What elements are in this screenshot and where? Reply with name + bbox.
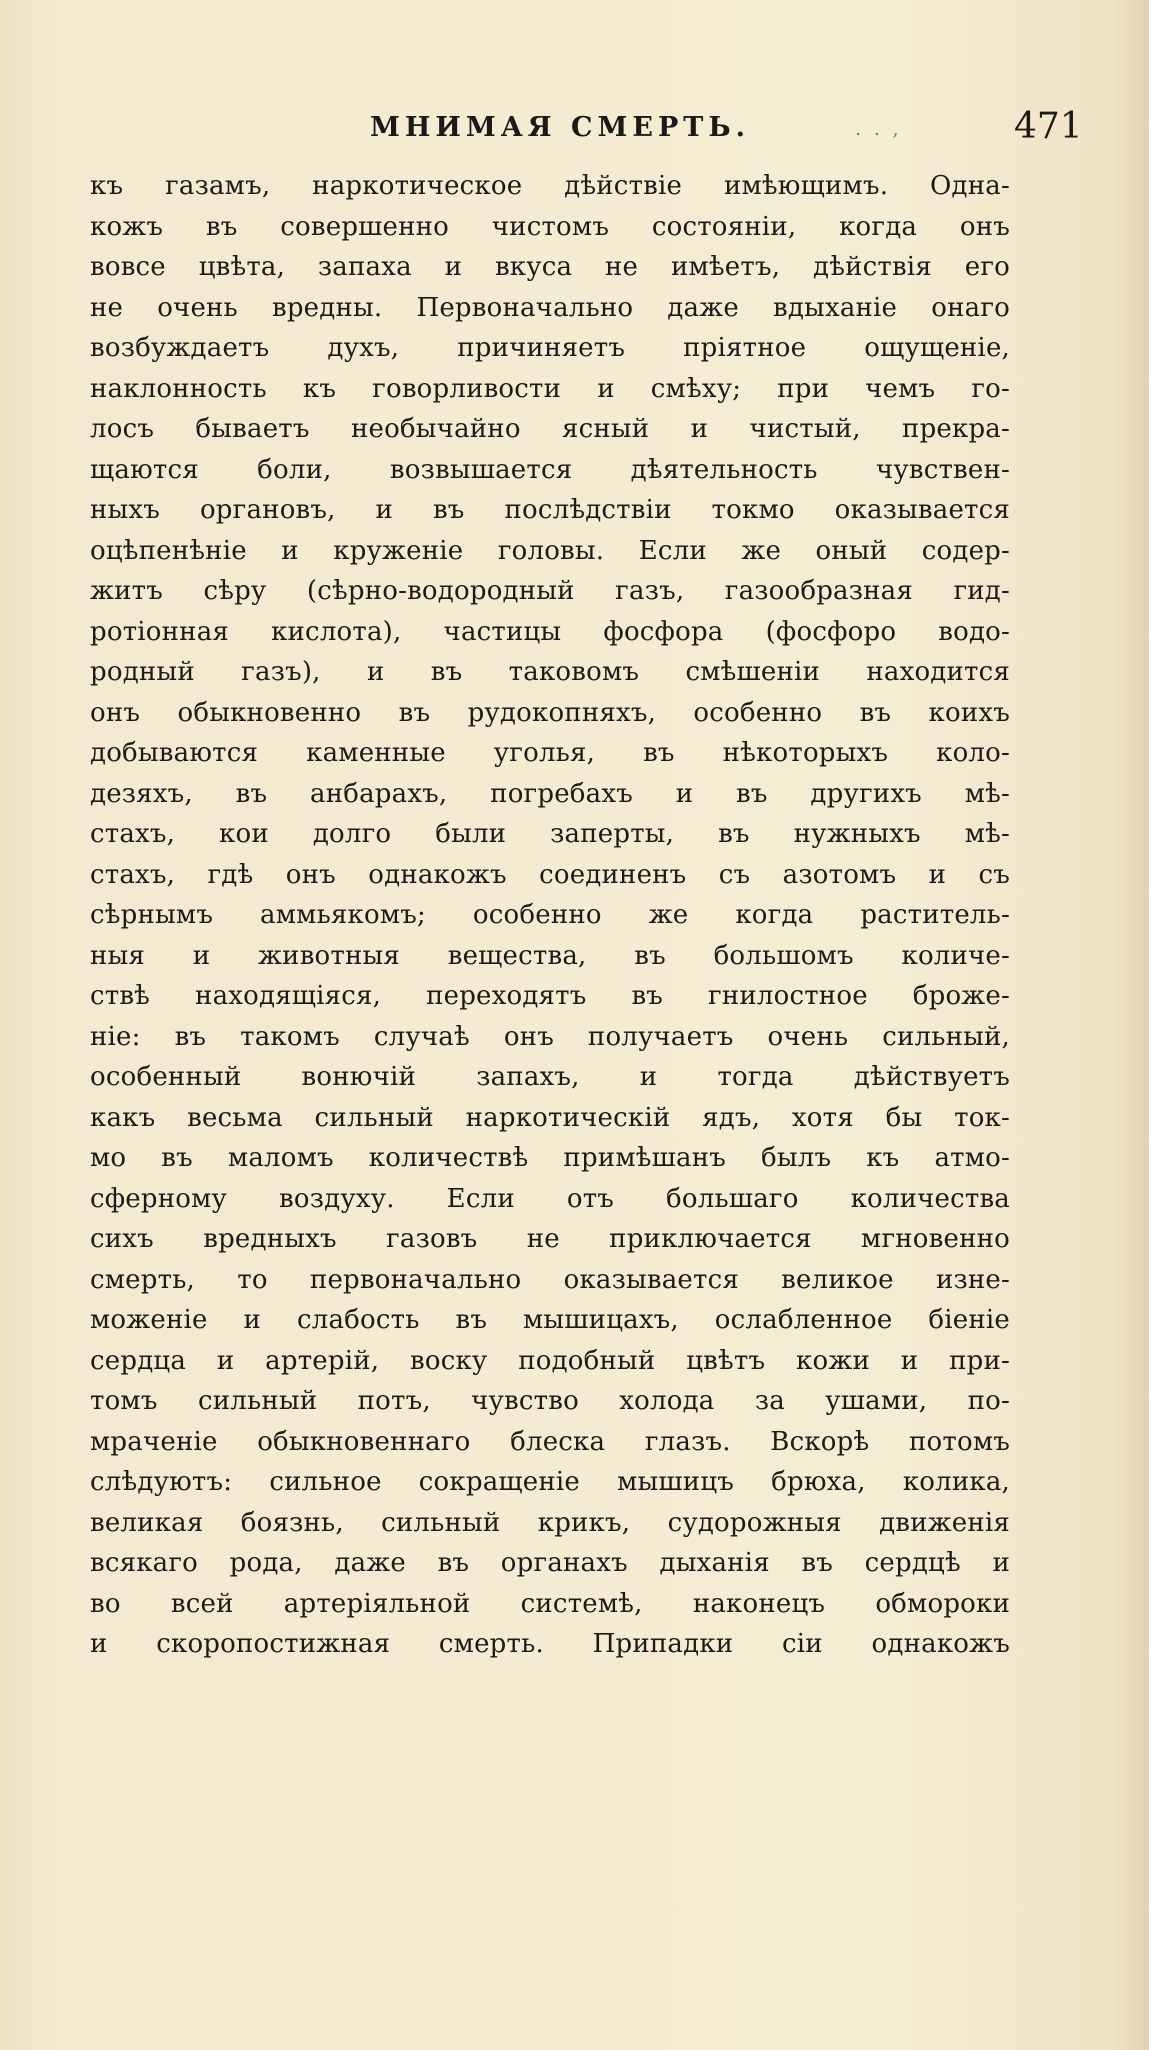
text-line: онъ обыкновенно въ рудокопняхъ, особенно въ коихъ	[90, 697, 1010, 728]
text-line: сферному воздуху. Если отъ большаго количества	[90, 1183, 1010, 1214]
text-line: и скоропостижная смерть. Припадки сіи однакожъ	[90, 1629, 1010, 1659]
text-line: ныя и животныя вещества, въ большомъ количе-	[90, 940, 1010, 971]
running-head	[80, 106, 1083, 152]
text-line: родный газъ), и въ таковомъ смѣшеніи находится	[90, 657, 1010, 687]
text-line: моженіе и слабость въ мышицахъ, ослабленное біеніе	[90, 1305, 1010, 1335]
text-line: не очень вредны. Первоначально даже вдыханіе онаго	[90, 292, 1010, 323]
text-line: какъ весьма сильный наркотическій ядъ, хотя бы ток-	[90, 1102, 1010, 1133]
text-line: сердца и артерій, воску подобный цвѣтъ кожи и при-	[90, 1345, 1010, 1376]
text-line: кожъ въ совершенно чистомъ состояніи, когда онъ	[90, 211, 1010, 242]
text-line: житъ сѣру (сѣрно-водородный газъ, газообразная гид-	[90, 576, 1010, 606]
text-line: добываются каменные уголья, въ нѣкоторыхъ коло-	[90, 738, 1010, 768]
text-line: ротіонная кислота), частицы фосфора (фосфоро водо-	[90, 616, 1010, 647]
page-number: 471	[1014, 106, 1083, 147]
text-line: всякаго рода, даже въ органахъ дыханія въ сердцѣ и	[90, 1548, 1010, 1578]
text-line: ніе: въ такомъ случаѣ онъ получаетъ очень сильный,	[90, 1021, 1010, 1052]
running-title-dots: . . ,	[855, 116, 902, 140]
text-line: щаются боли, возвышается дѣятельность чувствен-	[90, 454, 1010, 485]
text-line: оцѣпенѣніе и круженіе головы. Если же оный содер-	[90, 535, 1010, 566]
text-line: особенный вонючій запахъ, и тогда дѣйствуетъ	[90, 1062, 1010, 1092]
text-line: наклонность къ говорливости и смѣху; при чемъ го-	[90, 373, 1010, 404]
running-title: МНИМАЯ СМЕРТЬ.	[370, 112, 751, 143]
text-line: стахъ, гдѣ онъ однакожъ соединенъ съ азотомъ и съ	[90, 859, 1010, 890]
text-line: къ газамъ, наркотическое дѣйствіе имѣющимъ. Одна-	[90, 171, 1010, 201]
text-line: лосъ бываетъ необычайно ясный и чистый, прекра-	[90, 414, 1010, 444]
page-edge-shadow	[1109, 0, 1149, 2050]
text-line: ствѣ находящіяся, переходятъ въ гнилостное броже-	[90, 981, 1010, 1011]
text-line: мо въ маломъ количествѣ примѣшанъ былъ къ атмо-	[90, 1143, 1010, 1173]
text-line: великая боязнь, сильный крикъ, судорожныя движенія	[90, 1507, 1010, 1538]
body-text	[90, 166, 1010, 1665]
text-line: смерть, то первоначально оказывается великое изне-	[90, 1264, 1010, 1295]
text-line: ныхъ органовъ, и въ послѣдствіи токмо оказывается	[90, 495, 1010, 525]
text-line: мраченіе обыкновеннаго блеска глазъ. Вскорѣ потомъ	[90, 1426, 1010, 1457]
text-line: возбуждаетъ духъ, причиняетъ пріятное ощущеніе,	[90, 333, 1010, 363]
text-line: вовсе цвѣта, запаха и вкуса не имѣетъ, дѣйствія его	[90, 252, 1010, 282]
text-line: дезяхъ, въ анбарахъ, погребахъ и въ другихъ мѣ-	[90, 778, 1010, 809]
text-line: во всей артеріяльной системѣ, наконецъ обмороки	[90, 1588, 1010, 1619]
text-line: слѣдуютъ: сильное сокращеніе мышицъ брюха, колика,	[90, 1467, 1010, 1497]
text-line: томъ сильный потъ, чувство холода за ушами, по-	[90, 1386, 1010, 1416]
text-line: сѣрнымъ аммьякомъ; особенно же когда раститель-	[90, 900, 1010, 930]
text-line: стахъ, кои долго были заперты, въ нужныхъ мѣ-	[90, 819, 1010, 849]
text-line: сихъ вредныхъ газовъ не приключается мгновенно	[90, 1224, 1010, 1254]
